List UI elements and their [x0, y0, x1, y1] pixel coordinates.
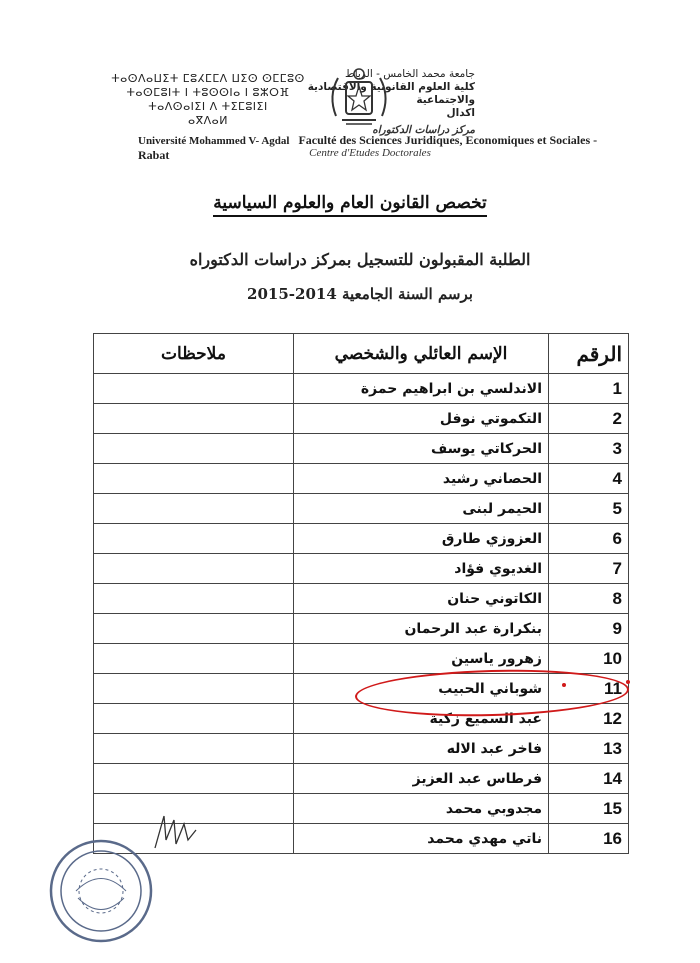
row-notes — [94, 704, 294, 734]
row-name: بنكرارة عبد الرحمان — [294, 614, 549, 644]
row-notes — [94, 494, 294, 524]
row-name: فرطاس عبد العزيز — [294, 764, 549, 794]
specialization-title-text: تخصص القانون العام والعلوم السياسية — [213, 193, 487, 217]
row-number: 15 — [549, 794, 629, 824]
row-name: الحيمر لبنى — [294, 494, 549, 524]
row-name: شوباني الحبيب — [294, 674, 549, 704]
table-row — [94, 404, 629, 434]
row-number: 14 — [549, 764, 629, 794]
row-name: العزوزي طارق — [294, 524, 549, 554]
table-row — [94, 734, 629, 764]
document-subtitle: الطلبة المقبولون للتسجيل بمركز دراسات الدكتوراه — [189, 250, 531, 269]
table-row — [94, 494, 629, 524]
row-number: 16 — [549, 824, 629, 854]
row-notes — [94, 764, 294, 794]
table-row — [94, 614, 629, 644]
official-stamp-icon — [46, 836, 156, 946]
row-name: عبد السميع زكية — [294, 704, 549, 734]
row-name: التكموتي نوفل — [294, 404, 549, 434]
row-notes — [94, 404, 294, 434]
row-number: 5 — [549, 494, 629, 524]
table-header-row — [94, 334, 629, 374]
row-notes — [94, 734, 294, 764]
row-notes — [94, 434, 294, 464]
row-number: 6 — [549, 524, 629, 554]
row-number: 3 — [549, 434, 629, 464]
table-row — [94, 464, 629, 494]
row-notes — [94, 464, 294, 494]
specialization-title — [190, 193, 510, 213]
row-number: 11 — [549, 674, 629, 704]
red-dot-mark — [626, 680, 630, 684]
row-notes — [94, 674, 294, 704]
table-row — [94, 374, 629, 404]
table-row — [94, 644, 629, 674]
header-notes: ملاحظات — [94, 334, 294, 374]
table-row — [94, 554, 629, 584]
row-notes — [94, 644, 294, 674]
row-number: 9 — [549, 614, 629, 644]
row-name: فاخر عبد الاله — [294, 734, 549, 764]
row-notes — [94, 524, 294, 554]
row-name: الاندلسي بن ابراهيم حمزة — [294, 374, 549, 404]
doctoral-center-ar: مركز دراسات الدكتوراه — [372, 124, 475, 136]
row-number: 2 — [549, 404, 629, 434]
row-name: الحركاتي يوسف — [294, 434, 549, 464]
header-name: الإسم العائلي والشخصي — [294, 334, 549, 374]
row-number: 7 — [549, 554, 629, 584]
tifinagh-line-1: ⵜⴰⵙⴷⴰⵡⵉⵜ ⵎⵓⵃⵎⵎⴷ ⵡⵉⵙ ⵙⵎⵎⵓⵙ — [111, 72, 305, 85]
table-row — [94, 584, 629, 614]
table-row — [94, 524, 629, 554]
table-row — [94, 434, 629, 464]
row-notes — [94, 614, 294, 644]
tifinagh-line-3: ⵜⴰⴷⵙⴰⵏⵉⵏ ⴷ ⵜⵉⵎⵓⵏⵉⵏ — [148, 100, 268, 113]
institution-ar-line-1: جامعة محمد الخامس - الرباط — [345, 68, 475, 80]
row-number: 10 — [549, 644, 629, 674]
faculty-fr: Faculté des Sciences Juridiques, Economiques et Sociales -Rabat — [138, 133, 598, 162]
moroccan-emblem-icon — [324, 66, 394, 130]
institution-tifinagh-block — [108, 72, 308, 128]
signature-icon — [150, 810, 200, 855]
row-number: 13 — [549, 734, 629, 764]
row-number: 8 — [549, 584, 629, 614]
row-name: الحصاني رشيد — [294, 464, 549, 494]
row-name: الغديوي فؤاد — [294, 554, 549, 584]
row-notes — [94, 584, 294, 614]
students-table — [93, 333, 629, 854]
row-name: الكاتوني حنان — [294, 584, 549, 614]
institution-ar-line-3: اكدال — [446, 107, 475, 119]
row-name: مجدوبي محمد — [294, 794, 549, 824]
centre-fr: Centre d'Etudes Doctorales — [309, 147, 431, 159]
tifinagh-line-2: ⵜⴰⵙⵎⵓⵏⵜ ⵏ ⵜⵓⵙⵙⵏⴰ ⵏ ⵓⵣⵔⴼ — [126, 86, 290, 99]
row-number: 12 — [549, 704, 629, 734]
institution-ar-line-2: كلية العلوم القانونية والاقتصادية والاجتماعية — [307, 81, 475, 106]
table-row — [94, 764, 629, 794]
row-name: ناتي مهدي محمد — [294, 824, 549, 854]
header-number: الرقم — [549, 334, 629, 374]
row-notes — [94, 374, 294, 404]
red-dot-mark — [562, 683, 566, 687]
row-number: 4 — [549, 464, 629, 494]
row-number: 1 — [549, 374, 629, 404]
row-notes — [94, 554, 294, 584]
tifinagh-line-4: ⴰⴳⴷⴰⵍ — [188, 114, 228, 127]
row-name: زهرور ياسين — [294, 644, 549, 674]
academic-year: برسم السنة الجامعية 2014-2015 — [247, 285, 473, 303]
university-fr: Université Mohammed V- Agdal — [138, 135, 290, 147]
